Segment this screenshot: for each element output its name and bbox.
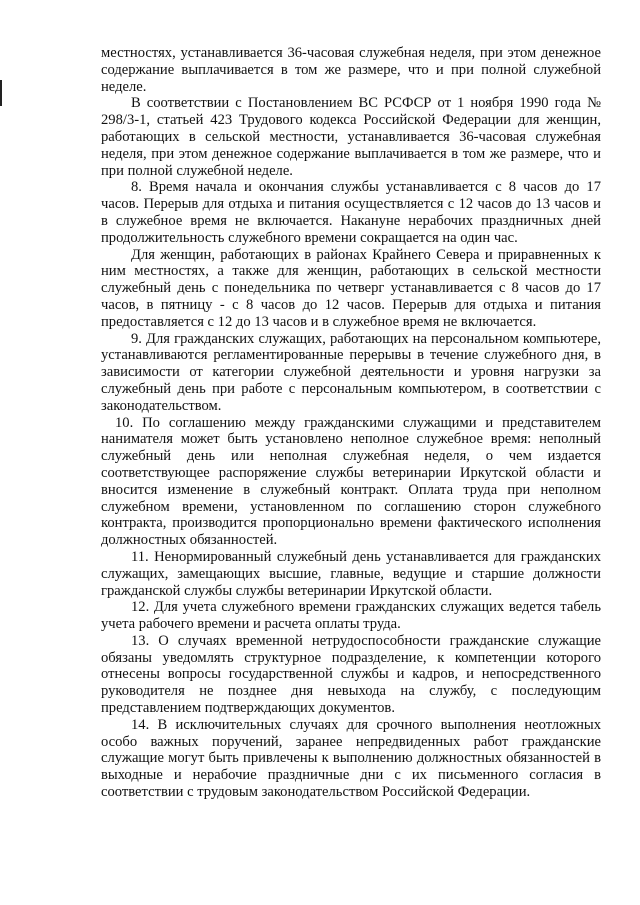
paragraph-continuation: местностях, устанавливается 36-часовая служебная неделя, при этом денежное содержание выплачивается в том же размере, что и при полной служебной неделе. [101,45,601,95]
paragraph-14-holiday-work: 14. В исключительных случаях для срочного выполнения неотложных особо важных поручений, заранее непредвиденных работ гражданские служащие могут быть привлечены к выполнению должностных обязанностей в выходные и нерабочие праздничные дни с их письменного согласия в соответствии с трудовым законодательством Российской Федерации. [101,716,601,801]
margin-mark [0,80,2,106]
document-body [101,45,601,801]
paragraph-11-irregular-day: 11. Ненормированный служебный день устанавливается для гражданских служащих, замещающих высшие, главные, ведущие и старшие должности гражданской службы службы ветеринарии Иркутской области. [101,548,601,599]
paragraph-10-part-time: 10. По соглашению между гражданскими служащими и представителем нанимателя может быть установлено неполное служебное время: неполный служебный день или неполная служебная неделя, о чем издается соответствующее распоряжение службы ветеринарии Иркутской области и вносится изменение в служебный контракт. Оплата труда при неполном служебном времени, установленном по соглашению сторон служебного контракта, производится пропорционально времени фактического исполнения должностных обязанностей. [101,414,601,549]
paragraph-8-service-hours: 8. Время начала и окончания службы устанавливается с 8 часов до 17 часов. Перерыв для отдыха и питания осуществляется с 12 часов до 13 часов и в служебное время не включается. Накануне нерабочих праздничных дней продолжительность служебного времени сокращается на один час. [101,179,601,246]
paragraph-9-computer-breaks: 9. Для гражданских служащих, работающих на персональном компьютере, устанавливаются регламентированные перерывы в течение служебного дня, в зависимости от категории служебной деятельности и уровня нагрузки за служебный день при работе с персональным компьютером, в соответствии с законодательством. [101,330,601,414]
paragraph-women-rural: В соответствии с Постановлением ВС РСФСР от 1 ноября 1990 года № 298/3-1, статьей 423 Трудового кодекса Российской Федерации для женщин, работающих в сельской местности, устанавливается 36-часовая служебная неделя, при этом денежное содержание выплачивается в том же размере, что и при полной служебной неделе. [101,95,601,179]
paragraph-women-north: Для женщин, работающих в районах Крайнего Севера и приравненных к ним местностях, а также для женщин, работающих в сельской местности служебный день с понедельника по четверг устанавливается с 8 часов до 17 часов, в пятницу - с 8 часов до 12 часов. Перерыв для отдыха и питания предоставляется с 12 до 13 часов и в служебное время не включается. [101,246,601,330]
paragraph-12-timesheet: 12. Для учета служебного времени гражданских служащих ведется табель учета рабочего времени и расчета оплаты труда. [101,599,601,633]
paragraph-13-sick-leave: 13. О случаях временной нетрудоспособности гражданские служащие обязаны уведомлять структурное подразделение, к компетенции которого отнесены вопросы государственной службы и кадров, и непосредственного руководителя не позднее дня невыхода на службу, с последующим представлением подтверждающих документов. [101,632,601,717]
